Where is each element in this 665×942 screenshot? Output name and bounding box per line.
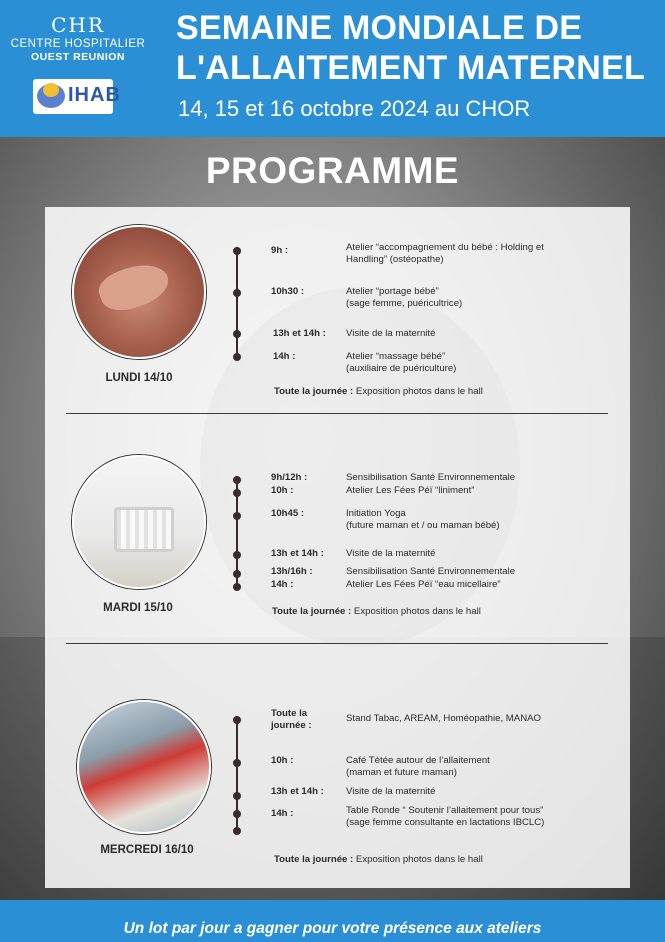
activity-line: Table Ronde “ Soutenir l’allaitement pour tous” bbox=[346, 805, 544, 816]
activity-line: (sage femme, puéricultrice) bbox=[346, 298, 463, 309]
activity-line: Atelier Les Fées Péï “eau micellaire” bbox=[346, 579, 501, 590]
activity-line: Atelier “accompagnement du bébé : Holding et bbox=[346, 242, 544, 253]
timeline-dot bbox=[233, 353, 241, 361]
day2-activity-4 bbox=[346, 548, 601, 560]
activity-line: Sensibilisation Santé Environnementale bbox=[346, 472, 516, 483]
day1-photo bbox=[72, 225, 206, 359]
day1-activity-2 bbox=[346, 286, 601, 310]
day-separator bbox=[66, 413, 608, 414]
timeline-dot bbox=[233, 716, 241, 724]
time-line: Toute la bbox=[271, 708, 308, 719]
all-day-activity: Exposition photos dans le hall bbox=[355, 854, 483, 865]
day1-activity-4 bbox=[346, 351, 601, 375]
day1-time-3: 13h et 14h : bbox=[273, 328, 326, 339]
all-day-label: Toute la journée : bbox=[272, 606, 352, 617]
day1-time-2: 10h30 : bbox=[271, 286, 305, 297]
day2-time-6: 14h : bbox=[271, 579, 294, 590]
day3-all-day bbox=[274, 854, 483, 866]
activity-line: Atelier “massage bébé” bbox=[346, 351, 446, 362]
timeline-dot bbox=[233, 810, 241, 818]
day2-time-4: 13h et 14h : bbox=[271, 548, 324, 559]
activity-line: (maman et future maman) bbox=[346, 767, 457, 778]
day1-label: LUNDI 14/10 bbox=[105, 372, 173, 384]
day2-label: MARDI 15/10 bbox=[103, 602, 173, 614]
day2-all-day bbox=[272, 606, 481, 618]
day1-activity-3 bbox=[346, 328, 601, 340]
timeline-dot bbox=[233, 512, 241, 520]
day3-activity-1 bbox=[346, 713, 601, 725]
all-day-activity: Exposition photos dans le hall bbox=[353, 606, 481, 617]
activity-line: Café Tétée autour de l’allaitement bbox=[346, 755, 490, 766]
timeline-dot bbox=[233, 570, 241, 578]
timeline-dot bbox=[233, 759, 241, 767]
day2-time-1: 9h/12h : bbox=[271, 472, 308, 483]
timeline-dot bbox=[233, 827, 241, 835]
day1-timeline bbox=[236, 247, 238, 357]
activity-line: Stand Tabac, AREAM, Homéopathie, MANAO bbox=[346, 713, 541, 724]
ihab-logo-text: IHAB bbox=[68, 84, 121, 106]
time-line: journée : bbox=[271, 720, 312, 731]
ihab-emblem-accent bbox=[43, 83, 59, 97]
chor-logo-sub: OUEST REUNION bbox=[30, 51, 125, 63]
activity-line: Initiation Yoga bbox=[346, 508, 406, 519]
day1-time-1: 9h : bbox=[271, 245, 289, 256]
day2-photo bbox=[72, 455, 206, 589]
activity-line: Sensibilisation Santé Environnementale bbox=[346, 566, 516, 577]
day1-activity-1 bbox=[346, 242, 601, 266]
timeline-dot bbox=[233, 330, 241, 338]
activity-line: Visite de la maternité bbox=[346, 548, 436, 559]
activity-line: Visite de la maternité bbox=[346, 786, 436, 797]
day2-activity-1 bbox=[346, 472, 601, 484]
all-day-label: Toute la journée : bbox=[274, 386, 354, 397]
all-day-activity: Exposition photos dans le hall bbox=[355, 386, 483, 397]
day3-activity-3 bbox=[346, 786, 601, 798]
day2-time-5: 13h/16h : bbox=[271, 566, 313, 577]
day2-time-3: 10h45 : bbox=[271, 508, 305, 519]
day-separator bbox=[66, 643, 608, 644]
timeline-dot bbox=[233, 583, 241, 591]
chor-logo-name: CENTRE HOSPITALIER bbox=[10, 38, 146, 50]
crib-image bbox=[114, 507, 174, 552]
event-title-line1: SEMAINE MONDIALE DE bbox=[176, 9, 583, 47]
event-dates: 14, 15 et 16 octobre 2024 au CHOR bbox=[178, 96, 531, 121]
event-title bbox=[176, 8, 645, 88]
ihab-logo bbox=[33, 79, 121, 114]
day3-time-3: 13h et 14h : bbox=[271, 786, 324, 797]
day3-photo bbox=[77, 700, 211, 834]
chor-logo bbox=[8, 14, 148, 63]
day3-label: MERCREDI 16/10 bbox=[100, 844, 194, 856]
day2-activity-6 bbox=[346, 579, 601, 591]
timeline-dot bbox=[233, 476, 241, 484]
day3-activity-4 bbox=[346, 805, 601, 829]
activity-line: Atelier Les Fées Péï “liniment” bbox=[346, 485, 475, 496]
timeline-dot bbox=[233, 247, 241, 255]
timeline-dot bbox=[233, 489, 241, 497]
day3-activity-2 bbox=[346, 755, 601, 779]
timeline-dot bbox=[233, 792, 241, 800]
day3-time-2: 10h : bbox=[271, 755, 294, 766]
day2-activity-5 bbox=[346, 566, 601, 578]
all-day-label: Toute la journée : bbox=[274, 854, 354, 865]
day2-time-2: 10h : bbox=[271, 485, 294, 496]
activity-line: Atelier “portage bébé” bbox=[346, 286, 439, 297]
day1-all-day bbox=[274, 386, 483, 398]
activity-line: (future maman et / ou maman bébé) bbox=[346, 520, 500, 531]
chor-logo-mark: CHR bbox=[51, 13, 105, 37]
activity-line: Handling” (ostéopathe) bbox=[346, 254, 444, 265]
activity-line: (auxiliaire de puériculture) bbox=[346, 363, 457, 374]
footer-text: Un lot par jour a gagner pour votre présence aux ateliers bbox=[123, 920, 542, 937]
day1-time-4: 14h : bbox=[273, 351, 296, 362]
day2-activity-3 bbox=[346, 508, 601, 532]
timeline-dot bbox=[233, 289, 241, 297]
activity-line: (sage femme consultante en lactations IBCLC) bbox=[346, 817, 545, 828]
baby-hand-image bbox=[94, 256, 173, 318]
event-title-line2: L'ALLAITEMENT MATERNEL bbox=[176, 49, 645, 87]
activity-line: Visite de la maternité bbox=[346, 328, 436, 339]
program-title: PROGRAMME bbox=[205, 150, 460, 191]
day3-time-1 bbox=[271, 708, 312, 732]
day3-time-4: 14h : bbox=[271, 808, 294, 819]
day2-activity-2 bbox=[346, 485, 601, 497]
timeline-dot bbox=[233, 551, 241, 559]
